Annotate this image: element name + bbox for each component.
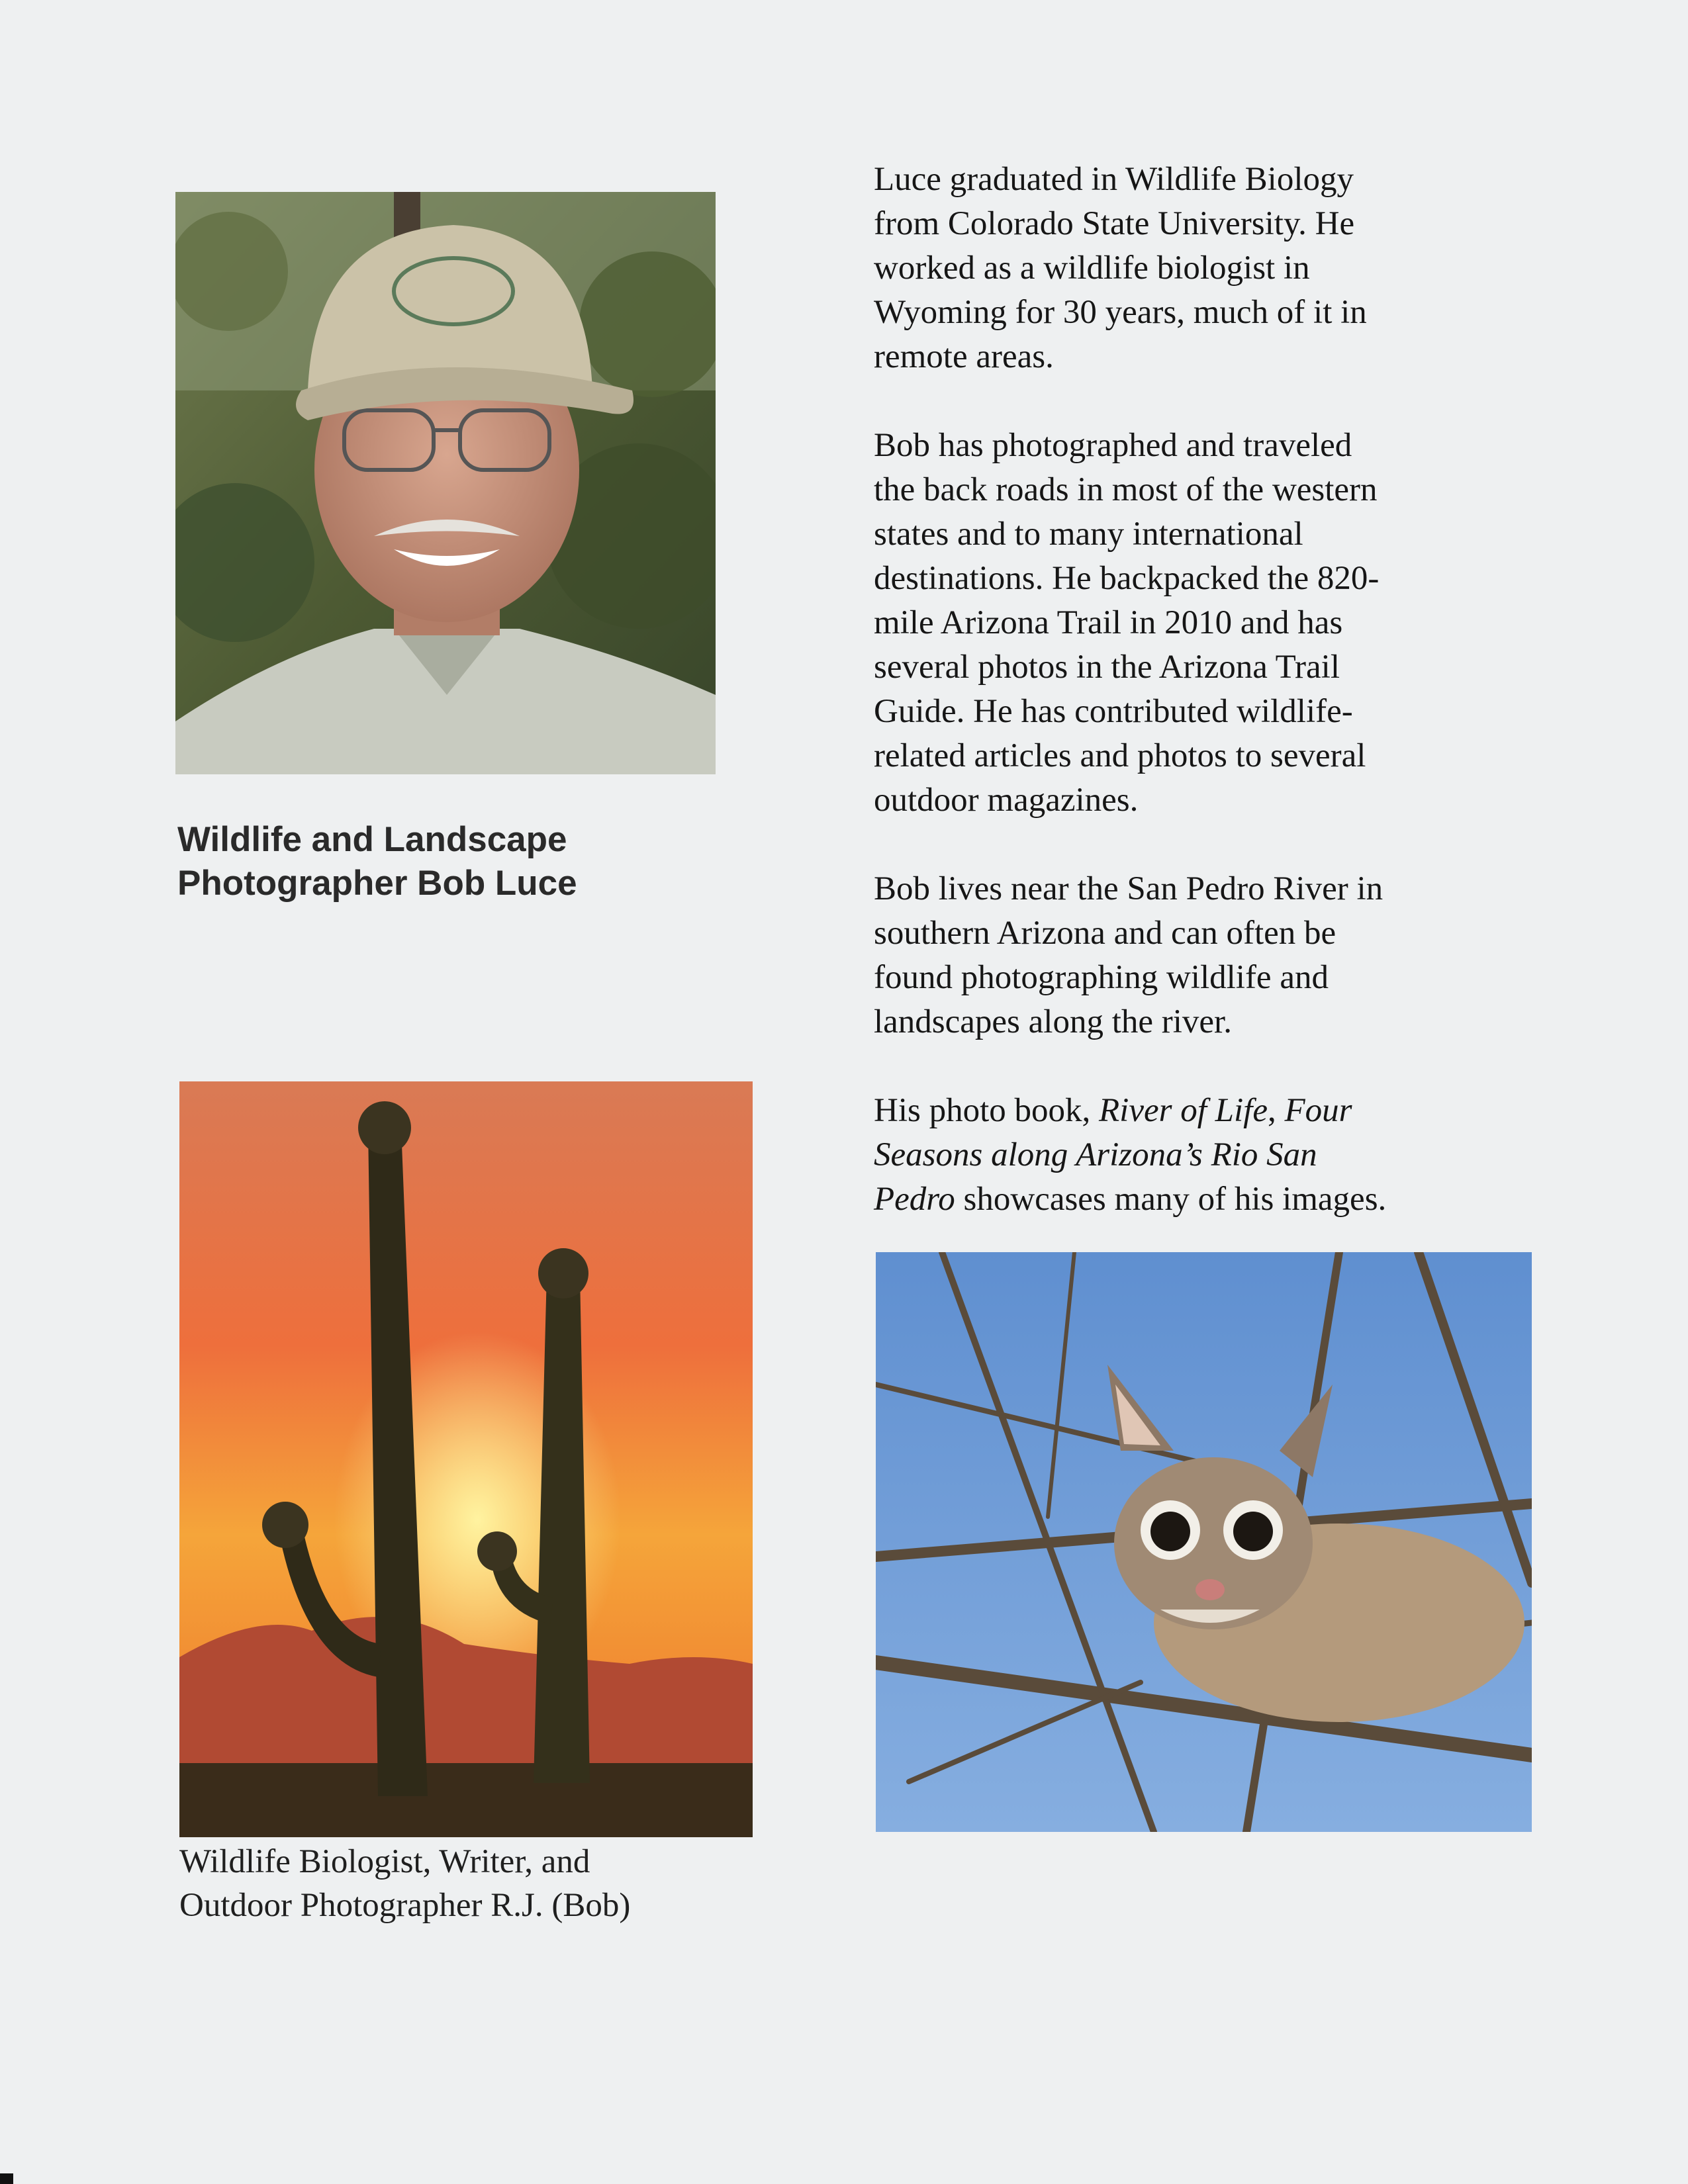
bio-line <box>874 1133 1509 1177</box>
bio-paragraph-residence <box>874 867 1509 1044</box>
bio-line: Luce graduated in Wildlife Biology <box>874 161 1354 198</box>
bio-line: Bob has photographed and traveled <box>874 427 1352 464</box>
portrait-caption <box>177 818 707 905</box>
bio-line: from Colorado State University. He <box>874 205 1355 242</box>
bio-line: destinations. He backpacked the 820- <box>874 560 1380 597</box>
bio-line <box>874 1089 1509 1133</box>
saguaro-sunset-photo <box>179 1081 753 1837</box>
bio-line: Bob lives near the San Pedro River in <box>874 870 1383 907</box>
book-prefix: His photo book, <box>874 1092 1100 1129</box>
book-sep: , <box>1267 1092 1285 1129</box>
bio-line: several photos in the Arizona Trail <box>874 649 1340 686</box>
saguaro-caption <box>179 1840 775 1927</box>
portrait-photo <box>175 192 716 774</box>
bio-line: outdoor magazines. <box>874 782 1139 819</box>
portrait-caption-line2: Photographer Bob Luce <box>177 864 577 903</box>
bio-line: remote areas. <box>874 338 1054 375</box>
portrait-caption-line1: Wildlife and Landscape <box>177 820 567 859</box>
bio-line: states and to many international <box>874 516 1303 553</box>
bio-line: landscapes along the river. <box>874 1003 1232 1040</box>
ringtail-photo <box>876 1252 1532 1832</box>
saguaro-caption-line1: Wildlife Biologist, Writer, and <box>179 1843 590 1880</box>
bio-line: the back roads in most of the western <box>874 471 1378 508</box>
saguaro-caption-line2: Outdoor Photographer R.J. (Bob) <box>179 1887 631 1924</box>
book-title-b1: Four <box>1284 1092 1352 1129</box>
bio-line: mile Arizona Trail in 2010 and has <box>874 604 1343 641</box>
bio-paragraph-travel <box>874 424 1509 823</box>
bio-line: southern Arizona and can often be <box>874 915 1336 952</box>
bio-line <box>874 1177 1509 1222</box>
book-title-b2: Seasons along Arizona’s Rio San <box>874 1136 1317 1173</box>
bio-line: found photographing wildlife and <box>874 959 1329 996</box>
bio-paragraph-book <box>874 1089 1509 1222</box>
bio-line: related articles and photos to several <box>874 737 1366 774</box>
book-suffix: showcases many of his images. <box>955 1181 1387 1218</box>
book-title-b3: Pedro <box>874 1181 955 1218</box>
bio-line: Guide. He has contributed wildlife- <box>874 693 1353 730</box>
bio-text <box>874 158 1509 1266</box>
bio-line: worked as a wildlife biologist in <box>874 250 1310 287</box>
bio-paragraph-education <box>874 158 1509 379</box>
bio-line: Wyoming for 30 years, much of it in <box>874 294 1367 331</box>
book-title-a: River of Life <box>1099 1092 1268 1129</box>
scan-edge-mark <box>0 2173 13 2184</box>
